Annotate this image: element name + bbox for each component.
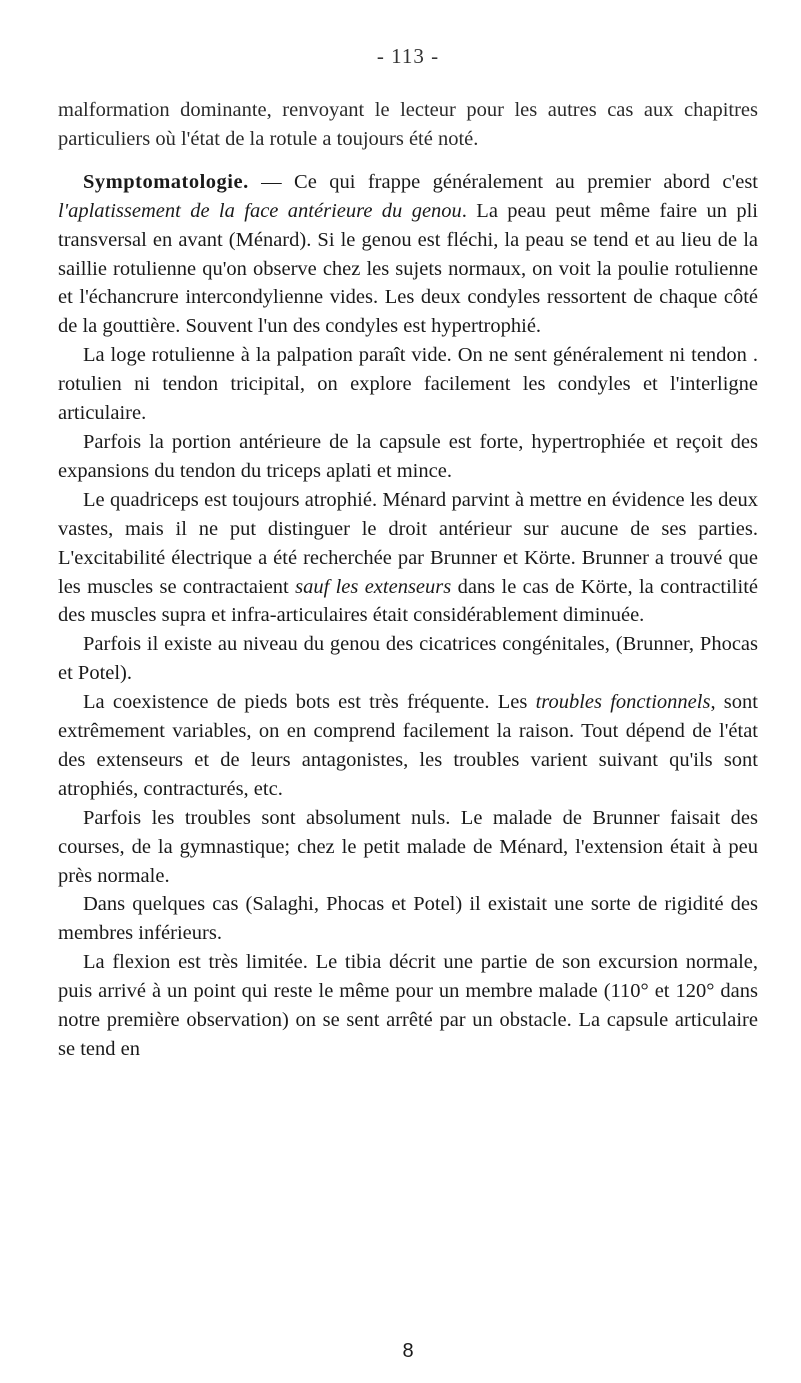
body-text: [58, 96, 758, 1064]
paragraph-text: La coexistence de pieds bots est très fréquente. Les: [83, 691, 536, 714]
paragraph: [58, 688, 758, 804]
italic-term: sauf les extenseurs: [295, 575, 452, 598]
section-heading: Symptomatologie.: [83, 170, 249, 193]
italic-term: troubles fonctionnels: [535, 691, 711, 714]
paragraph-symptomatologie: [58, 168, 758, 341]
paragraph-text: . La peau peut même faire un pli transversal en avant (Ménard). Si le genou est fléchi, la peau se tend et au lieu de la saillie rotulienne qu'on observe chez les sujets normaux, on voit la poulie rotulienne et l'échancrure intercondylienne vides. Les deux condyles ressortent de chaque côté de la gouttière. Souvent l'un des condyles est hypertrophié.: [58, 199, 758, 338]
paragraph: Parfois les troubles sont absolument nuls. Le malade de Brunner faisait des courses, de la gymnastique; chez le petit malade de Ménard, l'extension était à peu près normale.: [58, 806, 758, 887]
paragraph-text: , sont extrêmement variables, on en comprend facilement la raison. Tout dépend de l'état des extenseurs et de leurs antagonistes, les troubles varient suivant qu'ils sont atrophiés, contracturés, etc.: [58, 691, 758, 800]
paragraph: Parfois il existe au niveau du genou des cicatrices congénitales, (Brunner, Phocas et Potel).: [58, 633, 758, 685]
paragraph-text: dans le cas de Körte, la contractilité des muscles supra et infra-articulaires était considérablement diminuée.: [58, 575, 758, 627]
paragraph: La loge rotulienne à la palpation paraît vide. On ne sent généralement ni tendon . rotulien ni tendon tricipital, on explore facilement les condyles et l'interligne articulaire.: [58, 344, 758, 425]
page-number: - 113 -: [376, 44, 440, 68]
paragraph-text: — Ce qui frappe généralement au premier abord c'est: [248, 170, 758, 193]
document-page: [58, 0, 758, 1383]
paragraph: malformation dominante, renvoyant le lecteur pour les autres cas aux chapitres particuliers où l'état de la rotule a toujours été noté.: [58, 99, 758, 150]
signature-mark: 8: [402, 1340, 414, 1362]
paragraph: La flexion est très limitée. Le tibia décrit une partie de son excursion normale, puis arrivé à un point qui reste le même pour un membre malade (110° et 120° dans notre première observation) on se sent arrêté par un obstacle. La capsule articulaire se tend en: [58, 951, 758, 1060]
paragraph: Parfois la portion antérieure de la capsule est forte, hypertrophiée et reçoit des expansions du tendon du triceps aplati et mince.: [58, 430, 758, 482]
italic-term: l'aplatissement de la face antérieure du genou: [58, 199, 462, 222]
paragraph: [58, 486, 758, 631]
paragraph-text: Le quadriceps est toujours atrophié. Ménard parvint à mettre en évidence les deux vastes, mais il ne put distinguer le droit antérieur sur aucune de ses parties. L'excitabilité électrique a été recherchée par Brunner et Körte. Brunner a trouvé que les muscles se contractaient: [58, 488, 758, 598]
paragraph: Dans quelques cas (Salaghi, Phocas et Potel) il existait une sorte de rigidité des membres inférieurs.: [58, 893, 758, 945]
